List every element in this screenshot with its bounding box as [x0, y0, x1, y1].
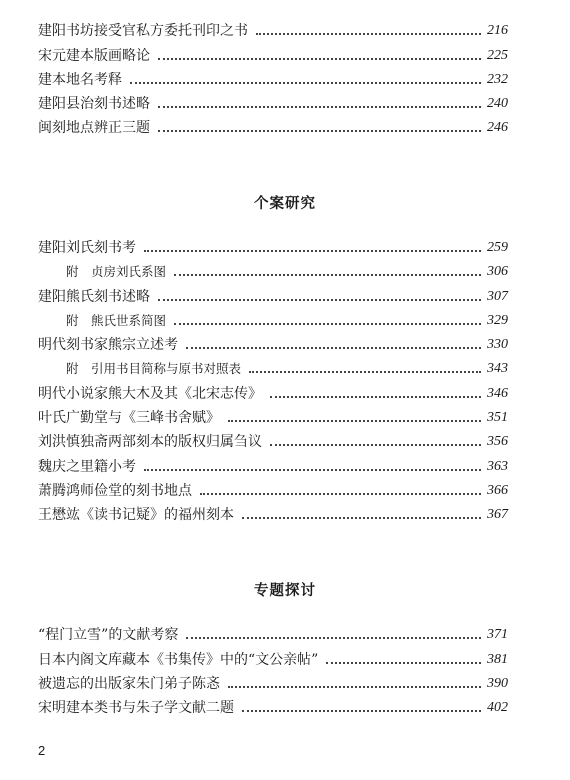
- dot-leader: [144, 250, 481, 252]
- dot-leader: [256, 33, 481, 35]
- toc-entry: [38, 69, 508, 91]
- toc-entry: [38, 504, 508, 526]
- toc-entry: [38, 286, 508, 308]
- toc-entry: [38, 383, 508, 405]
- toc-entry: [38, 649, 508, 671]
- toc-entry: [38, 237, 508, 259]
- toc-entry-page: 232: [487, 72, 508, 87]
- toc-entry: [38, 431, 508, 453]
- toc-entry: [38, 480, 508, 502]
- dot-leader: [130, 82, 481, 84]
- dot-leader: [270, 444, 481, 446]
- dot-leader: [270, 396, 481, 398]
- toc-entry-page: 246: [487, 120, 508, 135]
- toc-entry-page: 356: [487, 434, 508, 449]
- toc-entry-page: 390: [487, 676, 508, 691]
- dot-leader: [158, 106, 481, 108]
- toc-entry-page: 307: [487, 289, 508, 304]
- toc-sub-entry: [66, 261, 508, 283]
- toc-entry-page: 240: [487, 96, 508, 111]
- toc-entry: [38, 334, 508, 356]
- toc-entry-title: 建阳县治刻书述略: [38, 96, 150, 112]
- toc-entry-title: 附 熊氏世系简图: [66, 313, 167, 328]
- toc-entry: [38, 45, 508, 67]
- toc-entry-page: 306: [487, 264, 508, 279]
- toc-entry-page: 343: [487, 361, 508, 376]
- dot-leader: [200, 493, 481, 495]
- toc-entry-page: 363: [487, 459, 508, 474]
- section-heading: 专题探讨: [254, 582, 316, 599]
- toc-entry-title: 建阳书坊接受官私方委托刊印之书: [38, 23, 248, 39]
- toc-entry: [38, 624, 508, 646]
- dot-leader: [186, 637, 481, 639]
- toc-entry: [38, 697, 508, 719]
- toc-entry-title: 明代刻书家熊宗立述考: [38, 337, 178, 353]
- toc-entry-page: 216: [487, 23, 508, 38]
- toc-entry-title: 附 引用书目简称与原书对照表: [66, 361, 242, 376]
- dot-leader: [249, 371, 481, 373]
- dot-leader: [242, 517, 481, 519]
- dot-leader: [186, 347, 481, 349]
- toc-entry-page: 351: [487, 410, 508, 425]
- toc-entry: [38, 117, 508, 139]
- toc-entry-page: 330: [487, 337, 508, 352]
- page-number: 2: [38, 743, 46, 758]
- toc-entry-title: 魏庆之里籍小考: [38, 459, 136, 475]
- toc-entry-title: 被遗忘的出版家朱门弟子陈忞: [38, 676, 220, 692]
- toc-entry-title: 明代小说家熊大木及其《北宋志传》: [38, 386, 262, 402]
- toc-entry-title: 日本内阁文库藏本《书集传》中的“文公亲帖”: [38, 652, 319, 668]
- toc-entry-page: 381: [487, 652, 508, 667]
- toc-entry-title: 刘洪慎独斋两部刻本的版权归属刍议: [38, 434, 262, 450]
- dot-leader: [174, 323, 481, 325]
- toc-entry: [38, 456, 508, 478]
- dot-leader: [144, 469, 481, 471]
- toc-sub-entry: [66, 358, 508, 380]
- toc-entry-title: 建本地名考释: [38, 72, 122, 88]
- toc-entry-title: “程门立雪”的文献考察: [38, 627, 179, 643]
- dot-leader: [228, 686, 481, 688]
- toc-entry-page: 346: [487, 386, 508, 401]
- toc-entry-title: 萧腾鸿师俭堂的刻书地点: [38, 483, 192, 499]
- toc-entry-page: 366: [487, 483, 508, 498]
- toc-entry: [38, 20, 508, 42]
- toc-entry-title: 建阳刘氏刻书考: [38, 240, 136, 256]
- toc-entry-title: 闽刻地点辨正三题: [38, 120, 150, 136]
- dot-leader: [158, 58, 481, 60]
- dot-leader: [158, 130, 481, 132]
- toc-sub-entry: [66, 310, 508, 332]
- toc-entry-title: 宋元建本版画略论: [38, 48, 150, 64]
- toc-entry-title: 王懋竑《读书记疑》的福州刻本: [38, 507, 234, 523]
- dot-leader: [326, 662, 481, 664]
- toc-entry-page: 259: [487, 240, 508, 255]
- dot-leader: [242, 710, 481, 712]
- section-heading: 个案研究: [254, 195, 316, 212]
- toc-entry-title: 宋明建本类书与朱子学文献二题: [38, 700, 234, 716]
- toc-entry-page: 402: [487, 700, 508, 715]
- toc-entry: [38, 673, 508, 695]
- toc-entry-page: 329: [487, 313, 508, 328]
- toc-entry-title: 附 贞房刘氏系图: [66, 264, 167, 279]
- toc-entry-page: 371: [487, 627, 508, 642]
- toc-entry-title: 建阳熊氏刻书述略: [38, 289, 150, 305]
- dot-leader: [174, 274, 481, 276]
- toc-entry-page: 225: [487, 48, 508, 63]
- toc-entry: [38, 93, 508, 115]
- toc-entry-title: 叶氏广勤堂与《三峰书舍赋》: [38, 410, 220, 426]
- toc-entry-page: 367: [487, 507, 508, 522]
- toc-entry: [38, 407, 508, 429]
- dot-leader: [228, 420, 481, 422]
- dot-leader: [158, 299, 481, 301]
